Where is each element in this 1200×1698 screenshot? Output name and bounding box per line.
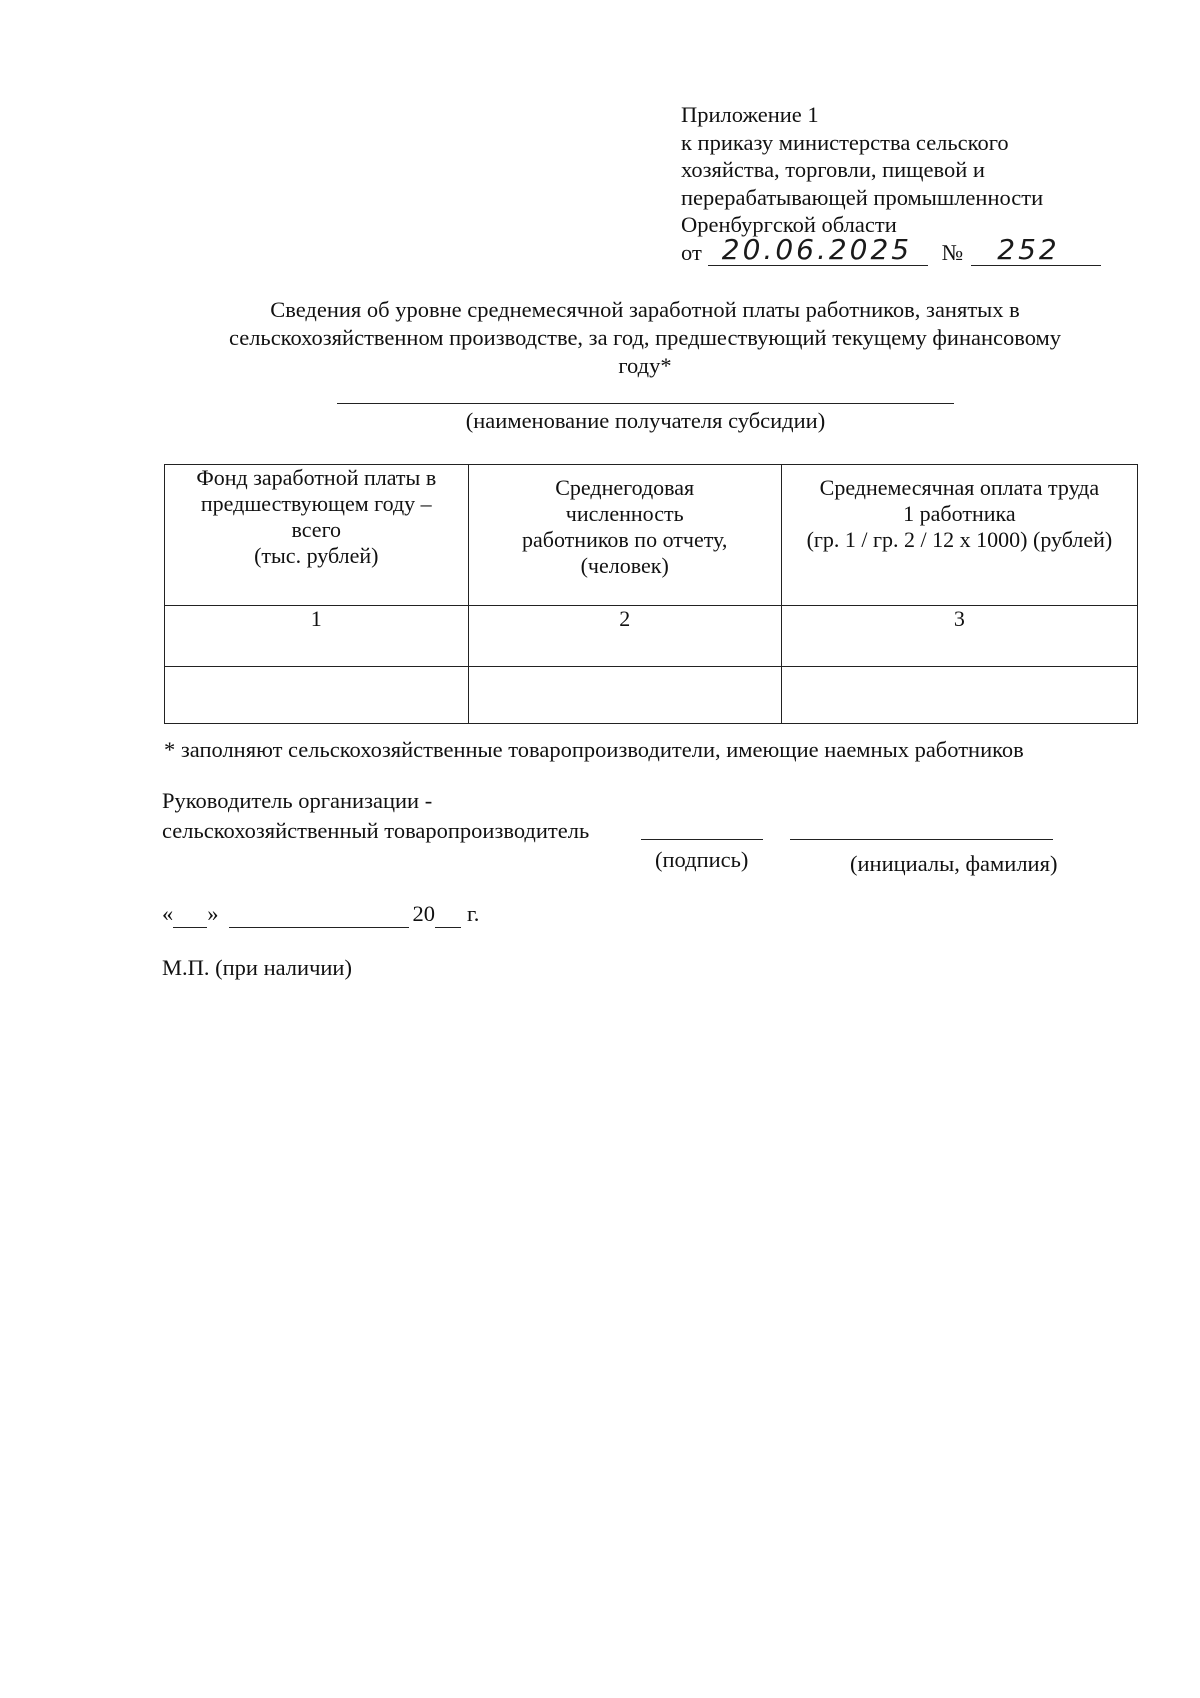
header-text: Среднемесячная оплата труда [819,475,1100,500]
handwritten-number: 252 [997,233,1060,266]
year-suffix: г. [467,901,480,926]
column-number: 2 [468,606,781,667]
handwritten-date: 20.06.2025 [721,233,913,266]
header-text: численность [565,501,684,526]
open-quote: « [162,901,174,926]
appendix-line: Оренбургской области [681,212,897,237]
value-cell-avg-salary[interactable] [781,667,1137,724]
header-text: 1 работника [903,501,1016,526]
signature-block [162,786,589,846]
recipient-name-line [337,403,954,404]
footnote: * заполняют сельскохозяйственные товаропроизводители, имеющие наемных работников [164,737,1024,762]
header-text: Фонд заработной платы в [196,465,437,490]
header-text: работников по отчету, [522,527,728,552]
salary-table [164,464,1138,724]
title-line: году* [618,353,672,378]
header-text: всего [291,517,342,542]
column-number: 1 [165,606,469,667]
title-line: Сведения об уровне среднемесячной заработной платы работников, занятых в [270,297,1020,322]
number-sign: № [941,239,964,265]
name-line[interactable] [790,839,1053,840]
data-row [165,667,1138,724]
day-blank[interactable] [173,907,207,928]
date-prefix: от [681,239,702,265]
signatory-title: Руководитель организации - [162,788,433,813]
value-cell-headcount[interactable] [468,667,781,724]
stamp-label: М.П. (при наличии) [162,955,352,980]
header-cell-payroll [165,465,469,606]
order-date-field [708,233,928,266]
column-number: 3 [781,606,1137,667]
order-date-number [681,233,1121,267]
header-text: (тыс. рублей) [254,543,379,568]
header-cell-headcount [468,465,781,606]
signature-line[interactable] [641,839,763,840]
month-blank[interactable] [229,907,409,928]
header-text: (гр. 1 / гр. 2 / 12 х 1000) (рублей) [806,527,1113,552]
name-label: (инициалы, фамилия) [850,851,1058,876]
column-number-row [165,606,1138,667]
signatory-title: сельскохозяйственный товаропроизводитель [162,818,590,843]
year-prefix: 20 [412,901,435,926]
appendix-line: Приложение 1 [681,102,819,127]
document-title [150,296,1140,380]
date-line [162,900,479,928]
appendix-line: перерабатывающей промышленности [681,184,1044,210]
appendix-line: хозяйства, торговли, пищевой и [681,157,985,182]
title-line: сельскохозяйственном производстве, за год, предшествующий текущему финансовому [228,325,1062,350]
order-number-field [971,233,1101,266]
signature-label: (подпись) [655,847,749,872]
value-cell-payroll[interactable] [165,667,469,724]
table-header-row [165,465,1138,606]
recipient-label: (наименование получателя субсидии) [465,408,826,433]
header-text: предшествующем году – [200,491,432,516]
year-blank[interactable] [435,907,461,928]
appendix-header [681,101,1121,266]
header-text: Среднегодовая [555,475,695,500]
header-cell-avg-salary [781,465,1137,606]
appendix-line: к приказу министерства сельского [681,129,1009,155]
close-quote: » [207,901,219,926]
header-text: (человек) [580,553,669,578]
